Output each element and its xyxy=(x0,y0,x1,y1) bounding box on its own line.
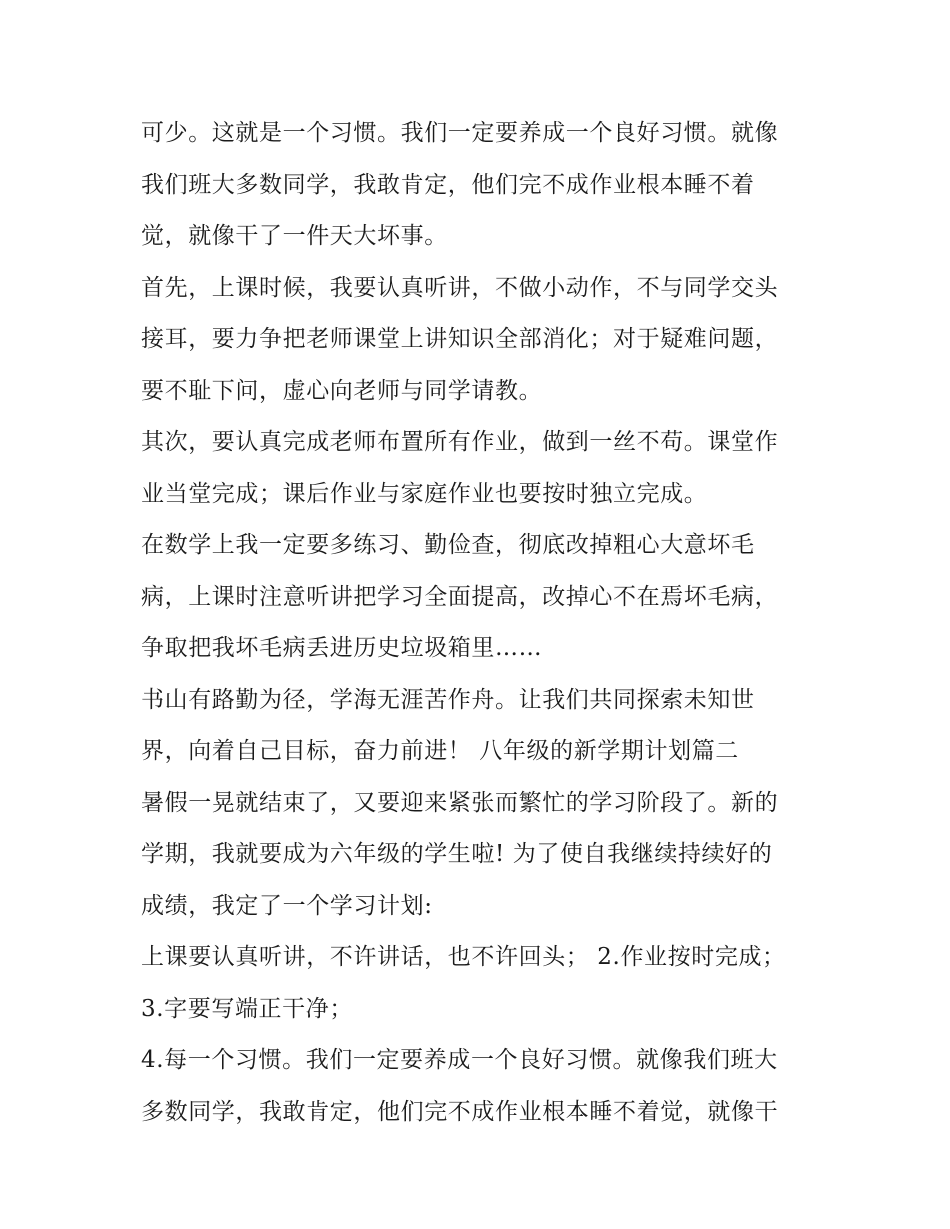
text-line: 成绩，我定了一个学习计划: xyxy=(141,892,433,919)
text-line: 界，向着自己目标，奋力前进！ 八年级的新学期计划篇二 xyxy=(141,738,739,764)
text-line: 首先，上课时候，我要认真听讲，不做小动作，不与同学交头 xyxy=(141,274,779,301)
text-line: 觉，就像干了一件天大坏事。 xyxy=(141,223,448,249)
text-line: 暑假一晃就结束了，又要迎来紧张而繁忙的学习阶段了。新的 xyxy=(141,789,779,816)
text-line: 多数同学，我敢肯定，他们完不成作业根本睡不着觉，就像干 xyxy=(141,1098,779,1125)
text-line: 4.每一个习惯。我们一定要养成一个良好习惯。就像我们班大 xyxy=(141,1047,778,1073)
text-line: 书山有路勤为径，学海无涯苦作舟。让我们共同探索未知世 xyxy=(141,686,755,713)
text-line: 其次，要认真完成老师布置所有作业，做到一丝不苟。课堂作 xyxy=(141,429,779,455)
text-line: 要不耻下问，虚心向老师与同学请教。 xyxy=(141,377,543,404)
text-line: 争取把我坏毛病丢进历史垃圾箱里…… xyxy=(141,635,543,661)
body-text xyxy=(141,108,816,1138)
text-line: 我们班大多数同学，我敢肯定，他们完不成作业根本睡不着 xyxy=(141,171,755,198)
text-line: 3.字要写端正干净； xyxy=(141,995,353,1022)
text-line: 病，上课时注意听讲把学习全面提高，改掉心不在焉坏毛病， xyxy=(141,583,779,610)
text-line: 上课要认真听讲，不许讲话，也不许回头； 2.作业按时完成； xyxy=(141,944,786,970)
text-line: 可少。这就是一个习惯。我们一定要养成一个良好习惯。就像 xyxy=(141,120,779,146)
text-line: 业当堂完成；课后作业与家庭作业也要按时独立完成。 xyxy=(141,480,708,507)
text-line: 学期，我就要成为六年级的学生啦! 为了使自我继续持续好的 xyxy=(141,841,773,867)
text-line: 在数学上我一定要多练习、勤俭查，彻底改掉粗心大意坏毛 xyxy=(141,532,755,558)
text-line: 接耳，要力争把老师课堂上讲知识全部消化；对于疑难问题， xyxy=(141,326,779,352)
